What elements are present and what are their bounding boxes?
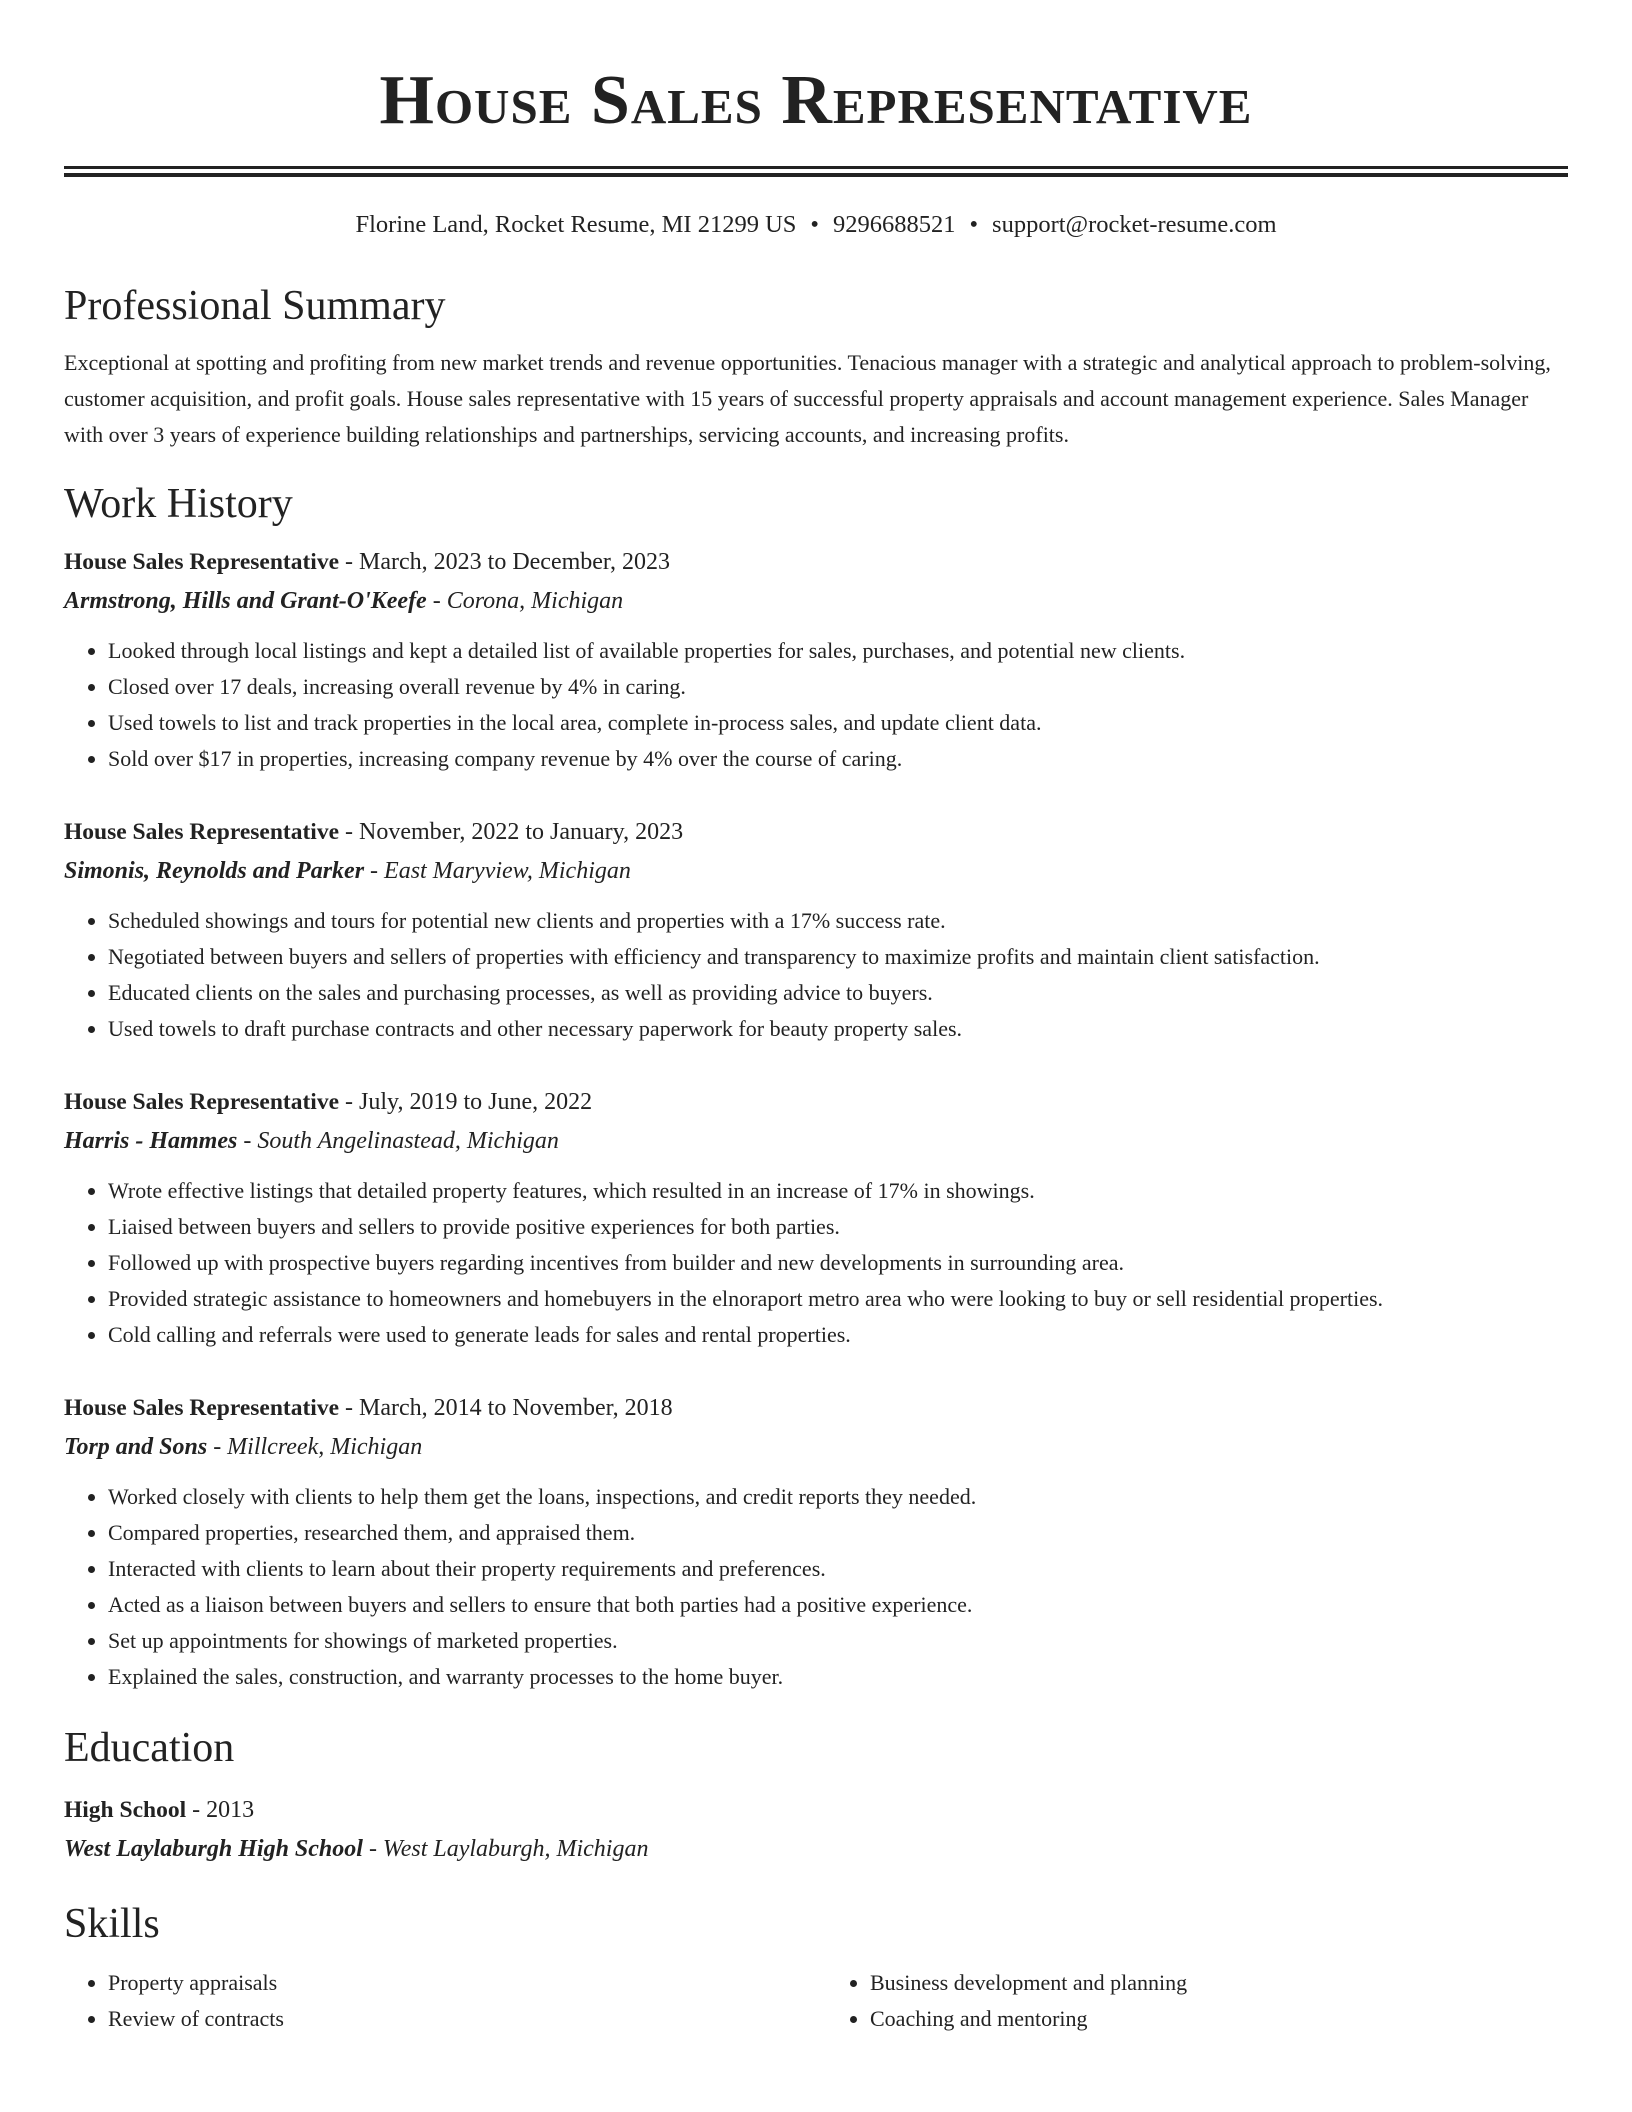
job-title-line [64, 1083, 1568, 1121]
skill-item: • Coaching and mentoring [870, 2001, 1568, 2037]
skill-item: • Property appraisals [108, 1965, 806, 2001]
job-location: - South Angelinastead, Michigan [237, 1128, 559, 1154]
section-heading-work-history: Work History [64, 481, 293, 527]
job-bullet: • Educated clients on the sales and purchasing processes, as well as providing advice to buyers. [108, 975, 1568, 1011]
job-bullet: • Closed over 17 deals, increasing overall revenue by 4% in caring. [108, 669, 1568, 705]
section-heading-summary: Professional Summary [64, 283, 446, 329]
skills-grid [64, 1965, 1568, 2037]
job-bullet: • Used towels to list and track properties in the local area, complete in-process sales, and update client data. [108, 705, 1568, 741]
job-title-line [64, 1389, 1568, 1427]
job-location: - Millcreek, Michigan [207, 1434, 423, 1460]
job-location: - East Maryview, Michigan [364, 858, 631, 884]
job-dates: - March, 2023 to December, 2023 [339, 549, 670, 575]
skill-item: • Review of contracts [108, 2001, 806, 2037]
job-company: Harris - Hammes [64, 1128, 238, 1154]
skill-item: • Business development and planning [870, 1965, 1568, 2001]
job-title: House Sales Representative [64, 549, 340, 575]
education-school-line [64, 1829, 1568, 1869]
section-heading-skills: Skills [64, 1901, 160, 1947]
resume-name: House Sales Representative [379, 62, 1253, 139]
job-dates: - March, 2014 to November, 2018 [339, 1395, 673, 1421]
job-bullet: • Liaised between buyers and sellers to provide positive experiences for both parties. [108, 1209, 1568, 1245]
job-entry [64, 1389, 1568, 1695]
job-bullets [64, 633, 1568, 777]
job-title-line [64, 813, 1568, 851]
header-rule-top [64, 166, 1568, 169]
job-bullet: • Negotiated between buyers and sellers of properties with efficiency and transparency to maximize profits and maintain client satisfaction. [108, 939, 1568, 975]
job-company: Simonis, Reynolds and Parker [64, 858, 365, 884]
job-bullet: • Sold over $17 in properties, increasing company revenue by 4% over the course of caring. [108, 741, 1568, 777]
job-bullet: • Set up appointments for showings of marketed properties. [108, 1623, 1568, 1659]
job-bullet: • Looked through local listings and kept a detailed list of available properties for sales, purchases, and potential new clients. [108, 633, 1568, 669]
job-bullet: • Cold calling and referrals were used to generate leads for sales and rental properties. [108, 1317, 1568, 1353]
job-entry [64, 1083, 1568, 1353]
job-title: House Sales Representative [64, 1395, 340, 1421]
education-degree-line [64, 1791, 1568, 1829]
job-title: House Sales Representative [64, 819, 340, 845]
job-company-line [64, 581, 1568, 621]
contact-separator: • [810, 211, 819, 238]
job-bullet: • Acted as a liaison between buyers and sellers to ensure that both parties had a positive experience. [108, 1587, 1568, 1623]
contact-email[interactable]: support@rocket-resume.com [992, 211, 1277, 238]
job-bullet: • Wrote effective listings that detailed property features, which resulted in an increase of 17% in showings. [108, 1173, 1568, 1209]
contact-address: Florine Land, Rocket Resume, MI 21299 US [355, 211, 797, 238]
skills-column-right [826, 1965, 1568, 2037]
job-bullet: • Scheduled showings and tours for potential new clients and properties with a 17% success rate. [108, 903, 1568, 939]
job-dates: - July, 2019 to June, 2022 [339, 1089, 593, 1115]
section-heading-education: Education [64, 1725, 235, 1771]
education-degree: High School [64, 1797, 187, 1823]
job-bullet: • Used towels to draft purchase contracts and other necessary paperwork for beauty property sales. [108, 1011, 1568, 1047]
education-location: - West Laylaburgh, Michigan [362, 1836, 649, 1862]
job-bullet: • Worked closely with clients to help them get the loans, inspections, and credit reports they needed. [108, 1479, 1568, 1515]
job-company-line [64, 1427, 1568, 1467]
job-company-line [64, 851, 1568, 891]
job-bullets [64, 903, 1568, 1047]
job-bullets [64, 1173, 1568, 1353]
job-dates: - November, 2022 to January, 2023 [339, 819, 684, 845]
education-school: West Laylaburgh High School [64, 1836, 363, 1862]
job-company-line [64, 1121, 1568, 1161]
job-company: Torp and Sons [64, 1434, 208, 1460]
job-bullet: • Interacted with clients to learn about their property requirements and preferences. [108, 1551, 1568, 1587]
job-title: House Sales Representative [64, 1089, 340, 1115]
job-company: Armstrong, Hills and Grant-O'Keefe [64, 588, 427, 614]
contact-phone: 9296688521 [832, 211, 956, 238]
skills-column-left [64, 1965, 806, 2037]
job-entry [64, 543, 1568, 777]
education-entry [64, 1791, 1568, 1869]
job-bullets [64, 1479, 1568, 1695]
education-year: - 2013 [186, 1797, 255, 1823]
job-entry [64, 813, 1568, 1047]
job-bullet: • Followed up with prospective buyers regarding incentives from builder and new developments in surrounding area. [108, 1245, 1568, 1281]
summary-text: Exceptional at spotting and profiting from new market trends and revenue opportunities. Tenacious manager with a strategic and analytical approach to problem-solving, customer acquisition, and profit goals. House sales representative with 15 years of successful property appraisals and account management experience. Sales Manager with over 3 years of experience building relationships and partnerships, servicing accounts, and increasing profits. [64, 350, 1551, 447]
job-title-line [64, 543, 1568, 581]
contact-line [64, 209, 1568, 241]
job-location: - Corona, Michigan [426, 588, 624, 614]
header-rule-bottom [64, 173, 1568, 177]
resume-page [64, 0, 1568, 2037]
contact-separator: • [969, 211, 979, 238]
job-bullet: • Provided strategic assistance to homeowners and homebuyers in the elnoraport metro area who were looking to buy or sell residential properties. [108, 1281, 1568, 1317]
job-bullet: • Compared properties, researched them, and appraised them. [108, 1515, 1568, 1551]
job-bullet: • Explained the sales, construction, and warranty processes to the home buyer. [108, 1659, 1568, 1695]
